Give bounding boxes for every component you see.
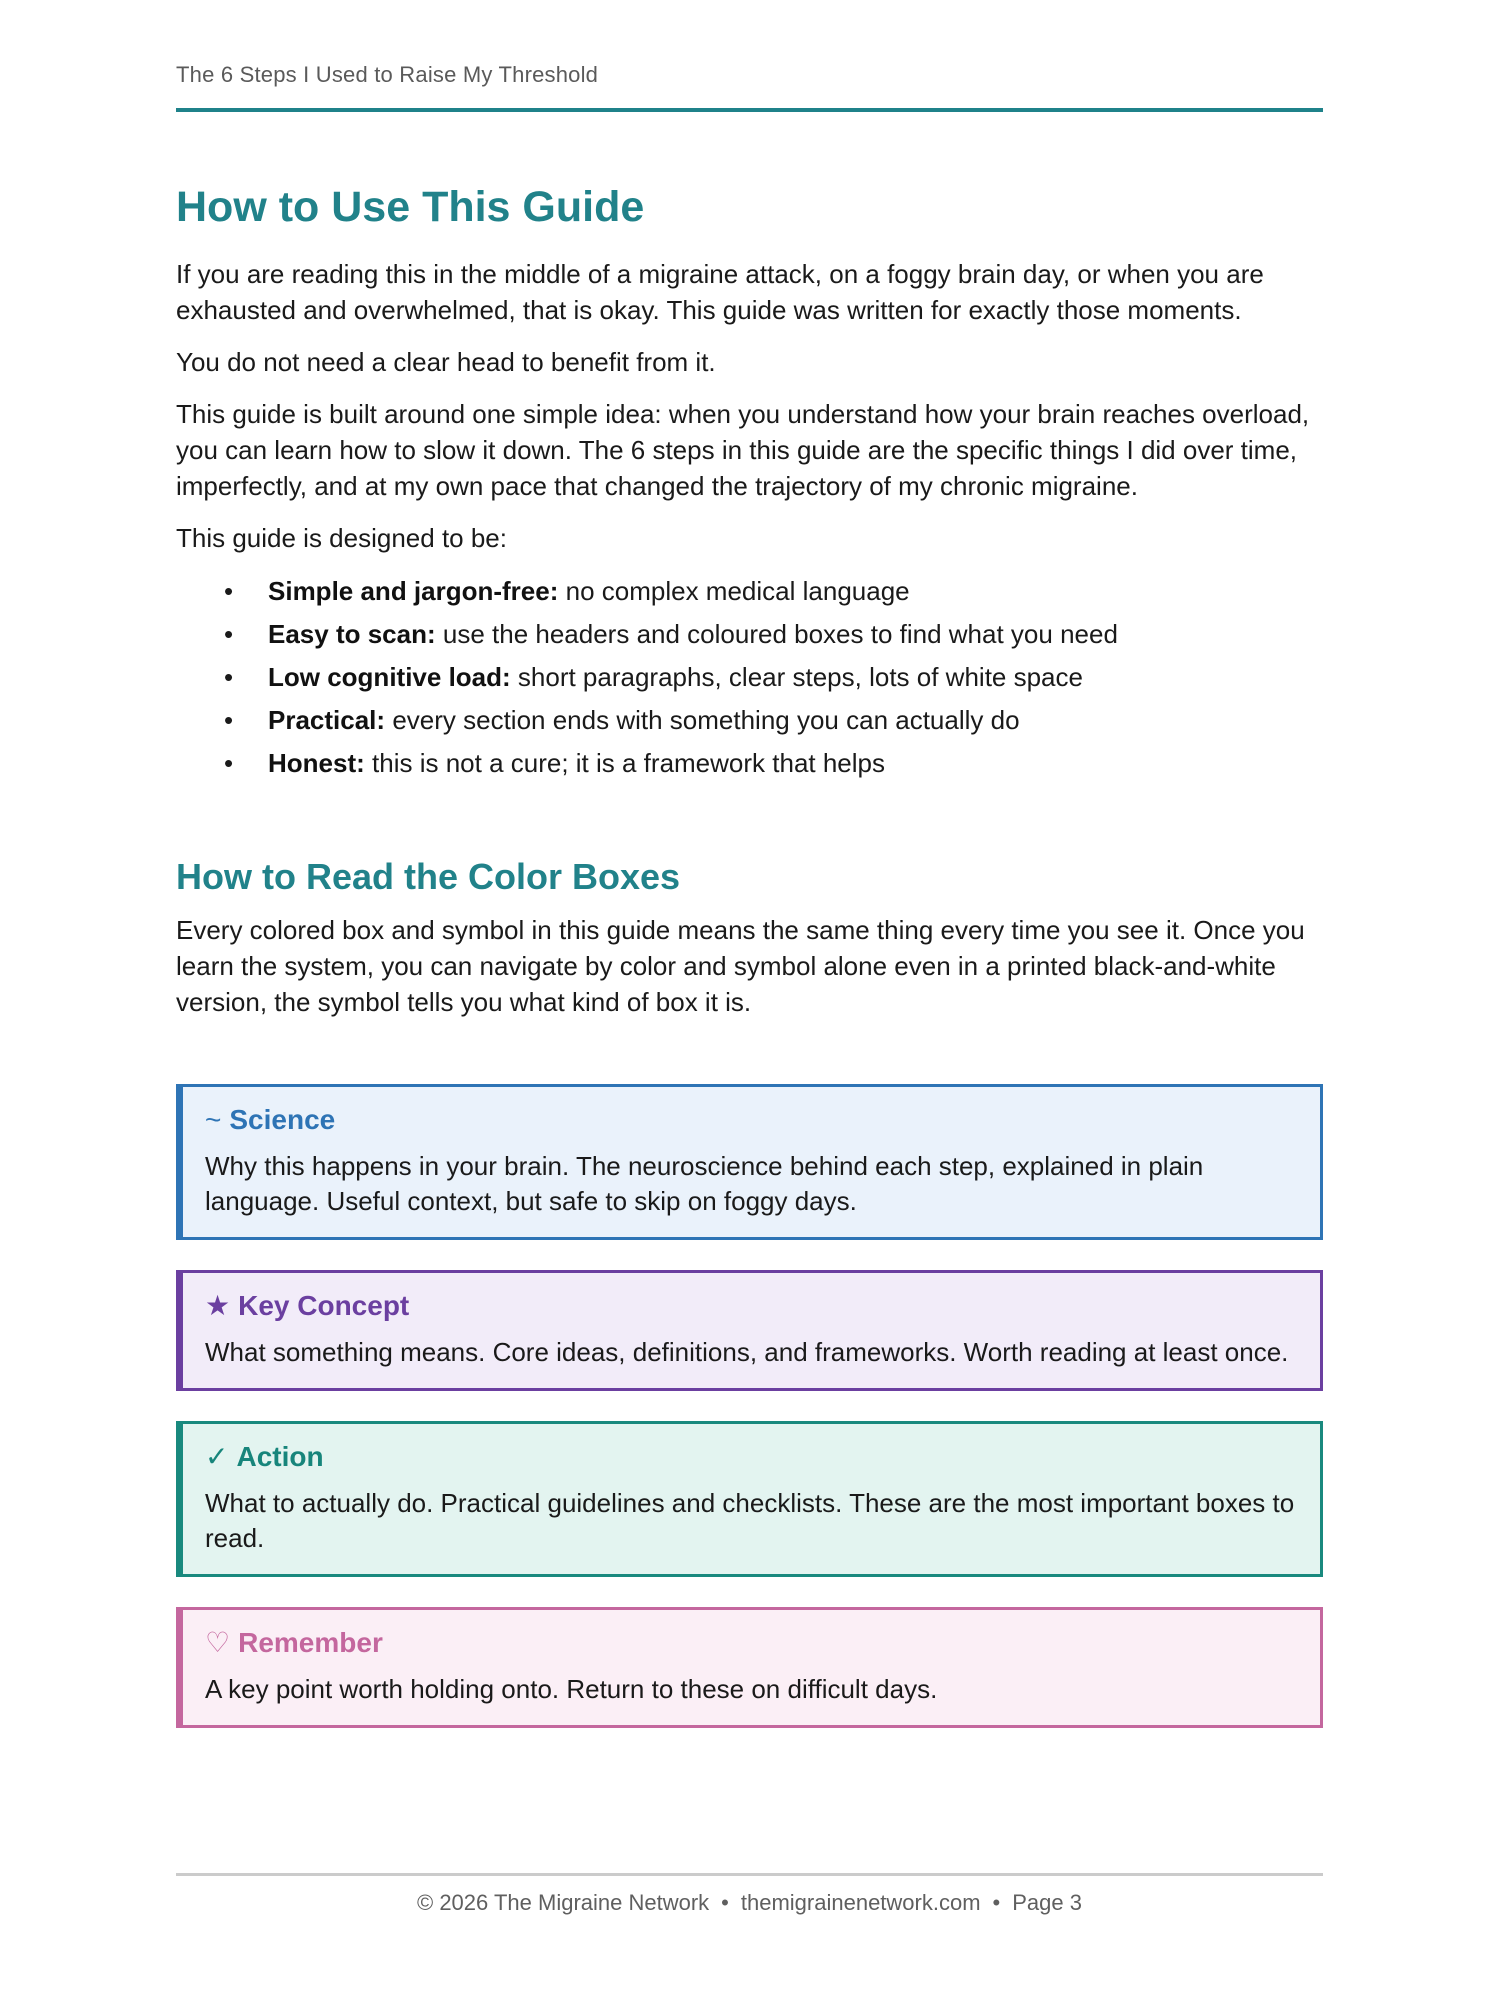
page-number: Page 3 xyxy=(1012,1890,1082,1915)
intro-paragraph-2: You do not need a clear head to benefit from it. xyxy=(176,346,716,377)
bullet-separator: • xyxy=(721,1890,729,1915)
bullet-text: short paragraphs, clear steps, lots of white space xyxy=(517,661,1083,692)
callout-action-title xyxy=(205,1440,1296,1474)
callout-action-body: What to actually do. Practical guidelines and checklists. These are the most important boxes to read. xyxy=(205,1487,1295,1553)
bullet-lead: Honest: xyxy=(268,747,365,778)
callout-title-text: Action xyxy=(236,1440,324,1472)
list-item xyxy=(176,703,1323,738)
footer-text xyxy=(176,1890,1323,1916)
bullet-lead: Low cognitive load: xyxy=(268,661,511,692)
callout-title-text: Key Concept xyxy=(238,1289,410,1321)
page-footer xyxy=(176,1873,1323,1916)
bullet-text: this is not a cure; it is a framework that helps xyxy=(372,747,886,778)
bullet-lead: Easy to scan: xyxy=(268,618,436,649)
list-item xyxy=(176,617,1323,652)
header-rule xyxy=(176,108,1323,112)
callout-key-concept-title xyxy=(205,1289,1296,1323)
page-content xyxy=(176,0,1323,1728)
callout-science-body: Why this happens in your brain. The neuroscience behind each step, explained in plain language. Useful context, but safe to skip on foggy days. xyxy=(205,1150,1204,1216)
bullet-text: every section ends with something you can actually do xyxy=(392,704,1020,735)
callout-title-text: Science xyxy=(229,1103,336,1135)
heart-icon: ♡ xyxy=(205,1626,231,1658)
bullet-lead: Practical: xyxy=(268,704,386,735)
callout-key-concept-body: What something means. Core ideas, definitions, and frameworks. Worth reading at least once. xyxy=(205,1336,1289,1367)
callout-science xyxy=(176,1084,1323,1240)
section-heading-color-boxes: How to Read the Color Boxes xyxy=(176,855,681,897)
intro-paragraph-1: If you are reading this in the middle of a migraine attack, on a foggy brain day, or when you are exhausted and overwhelmed, that is okay. This guide was written for exactly those moments. xyxy=(176,258,1264,325)
intro-paragraph-3: This guide is built around one simple idea: when you understand how your brain reaches overload, you can learn how to slow it down. The 6 steps in this guide are the specific things I did over time, imperfectly, and at my own pace that changed the trajectory of my chronic migraine. xyxy=(176,398,1310,501)
running-header: The 6 Steps I Used to Raise My Threshold xyxy=(176,62,599,87)
intro-paragraph-4: This guide is designed to be: xyxy=(176,522,507,553)
callout-title-text: Remember xyxy=(238,1626,383,1658)
tilde-icon: ~ xyxy=(205,1103,222,1135)
bullet-lead: Simple and jargon-free: xyxy=(268,575,559,606)
footer-rule xyxy=(176,1873,1323,1876)
callout-science-title xyxy=(205,1103,1296,1137)
callout-remember-title xyxy=(205,1626,1296,1660)
copyright-text: © 2026 The Migraine Network xyxy=(417,1890,710,1915)
section-paragraph: Every colored box and symbol in this guide means the same thing every time you see it. Once you learn the system, you can navigate by color and symbol alone even in a printed black-and-white version, the symbol tells you what kind of box it is. xyxy=(176,914,1305,1017)
list-item xyxy=(176,574,1323,609)
callout-key-concept xyxy=(176,1270,1323,1391)
bullet-separator: • xyxy=(992,1890,1001,1915)
checkmark-icon: ✓ xyxy=(205,1440,229,1472)
design-bullet-list xyxy=(176,574,1323,781)
bullet-text: no complex medical language xyxy=(565,575,910,606)
page-title: How to Use This Guide xyxy=(176,183,645,231)
callout-remember-body: A key point worth holding onto. Return to these on difficult days. xyxy=(205,1673,938,1704)
list-item xyxy=(176,746,1323,781)
bullet-text: use the headers and coloured boxes to find what you need xyxy=(442,618,1118,649)
site-text: themigrainenetwork.com xyxy=(740,1890,981,1915)
star-icon: ★ xyxy=(205,1289,231,1321)
list-item xyxy=(176,660,1323,695)
callout-remember xyxy=(176,1607,1323,1728)
callout-action xyxy=(176,1421,1323,1577)
